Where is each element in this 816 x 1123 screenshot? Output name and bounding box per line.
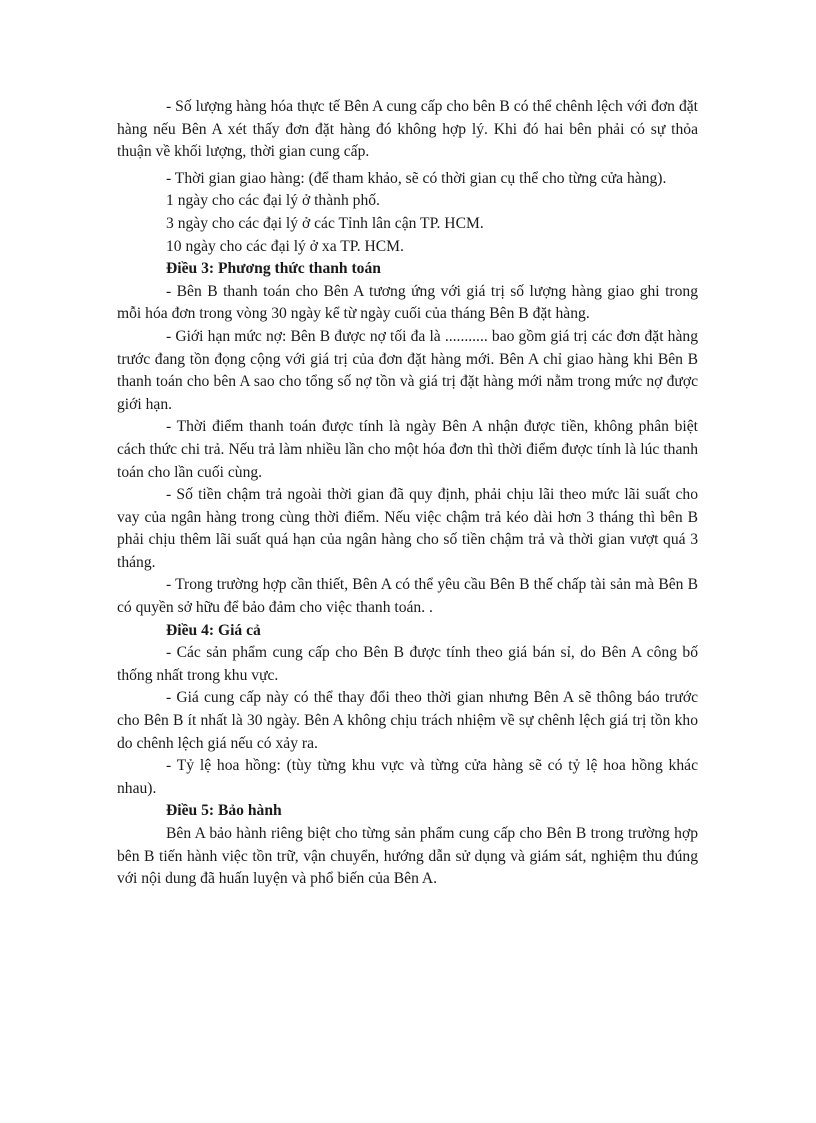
article-5-paragraph-warranty: Bên A bảo hành riêng biệt cho từng sản phẩm cung cấp cho Bên B trong trường hợp bên B tiến hành việc tồn trữ, vận chuyển, hướng dẫn sử dụng và giám sát, nghiệm thu đúng với nội dung đã huấn luyện và phổ biến của Bên A. bbox=[117, 825, 698, 888]
article-3-heading: Điều 3: Phương thức thanh toán bbox=[166, 260, 381, 278]
paragraph-delivery-time: - Thời gian giao hàng: (để tham khảo, sẽ có thời gian cụ thể cho từng cửa hàng). bbox=[166, 169, 667, 187]
article-3-paragraph-payment: - Bên B thanh toán cho Bên A tương ứng với giá trị số lượng hàng giao ghi trong mỗi hóa đơn trong vòng 30 ngày kể từ ngày cuối của tháng Bên B đặt hàng. bbox=[117, 282, 698, 323]
article-3-paragraph-late-payment: - Số tiền chậm trả ngoài thời gian đã quy định, phải chịu lãi theo mức lãi suất cho vay của ngân hàng trong cùng thời điểm. Nếu việc chậm trả kéo dài hơn 3 tháng thì bên B phải chịu thêm lãi suất quá hạn của ngân hàng cho số tiền chậm trả và thời gian vượt quá 3 tháng. bbox=[117, 486, 698, 571]
article-5-heading: Điều 5: Bảo hành bbox=[166, 802, 282, 820]
delivery-line-far: 10 ngày cho các đại lý ở xa TP. HCM. bbox=[166, 237, 404, 255]
article-3-paragraph-debt-limit: - Giới hạn mức nợ: Bên B được nợ tối đa là ........... bao gồm giá trị các đơn đặt hàng trước đang tồn đọng cộng với giá trị của đơn đặt hàng mới. Bên A chỉ giao hàng khi Bên B thanh toán cho bên A sao cho tổng số nợ tồn và giá trị đặt hàng mới nằm trong mức nợ được giới hạn. bbox=[117, 327, 698, 413]
document-body bbox=[117, 96, 698, 891]
article-3-paragraph-collateral: - Trong trường hợp cần thiết, Bên A có thể yêu cầu Bên B thế chấp tài sản mà Bên B có quyền sở hữu để bảo đảm cho việc thanh toán. . bbox=[117, 576, 698, 617]
article-4-paragraph-commission: - Tỷ lệ hoa hồng: (tùy từng khu vực và từng cửa hàng sẽ có tỷ lệ hoa hồng khác nhau). bbox=[117, 757, 698, 797]
article-4-paragraph-wholesale: - Các sản phẩm cung cấp cho Bên B được tính theo giá bán sỉ, do Bên A công bố thống nhất trong khu vực. bbox=[117, 644, 698, 684]
article-4-heading: Điều 4: Giá cả bbox=[166, 621, 261, 639]
delivery-line-nearby: 3 ngày cho các đại lý ở các Tỉnh lân cận TP. HCM. bbox=[166, 214, 484, 232]
article-3-paragraph-payment-time: - Thời điểm thanh toán được tính là ngày Bên A nhận được tiền, không phân biệt cách thức chi trả. Nếu trả làm nhiều lần cho một hóa đơn thì thời điểm được tính là lúc thanh toán cho lần cuối cùng. bbox=[117, 418, 698, 481]
paragraph-quantity: - Số lượng hàng hóa thực tế Bên A cung cấp cho bên B có thể chênh lệch với đơn đặt hàng nếu Bên A xét thấy đơn đặt hàng đó không hợp lý. Khi đó hai bên phải có sự thỏa thuận về khối lượng, thời gian cung cấp. bbox=[117, 98, 698, 161]
article-4-paragraph-price-change: - Giá cung cấp này có thể thay đổi theo thời gian nhưng Bên A sẽ thông báo trước cho Bên B ít nhất là 30 ngày. Bên A không chịu trách nhiệm về sự chênh lệch giá trị tồn kho do chênh lệch giá nếu có xảy ra. bbox=[117, 689, 698, 752]
delivery-line-city: 1 ngày cho các đại lý ở thành phố. bbox=[166, 192, 380, 210]
